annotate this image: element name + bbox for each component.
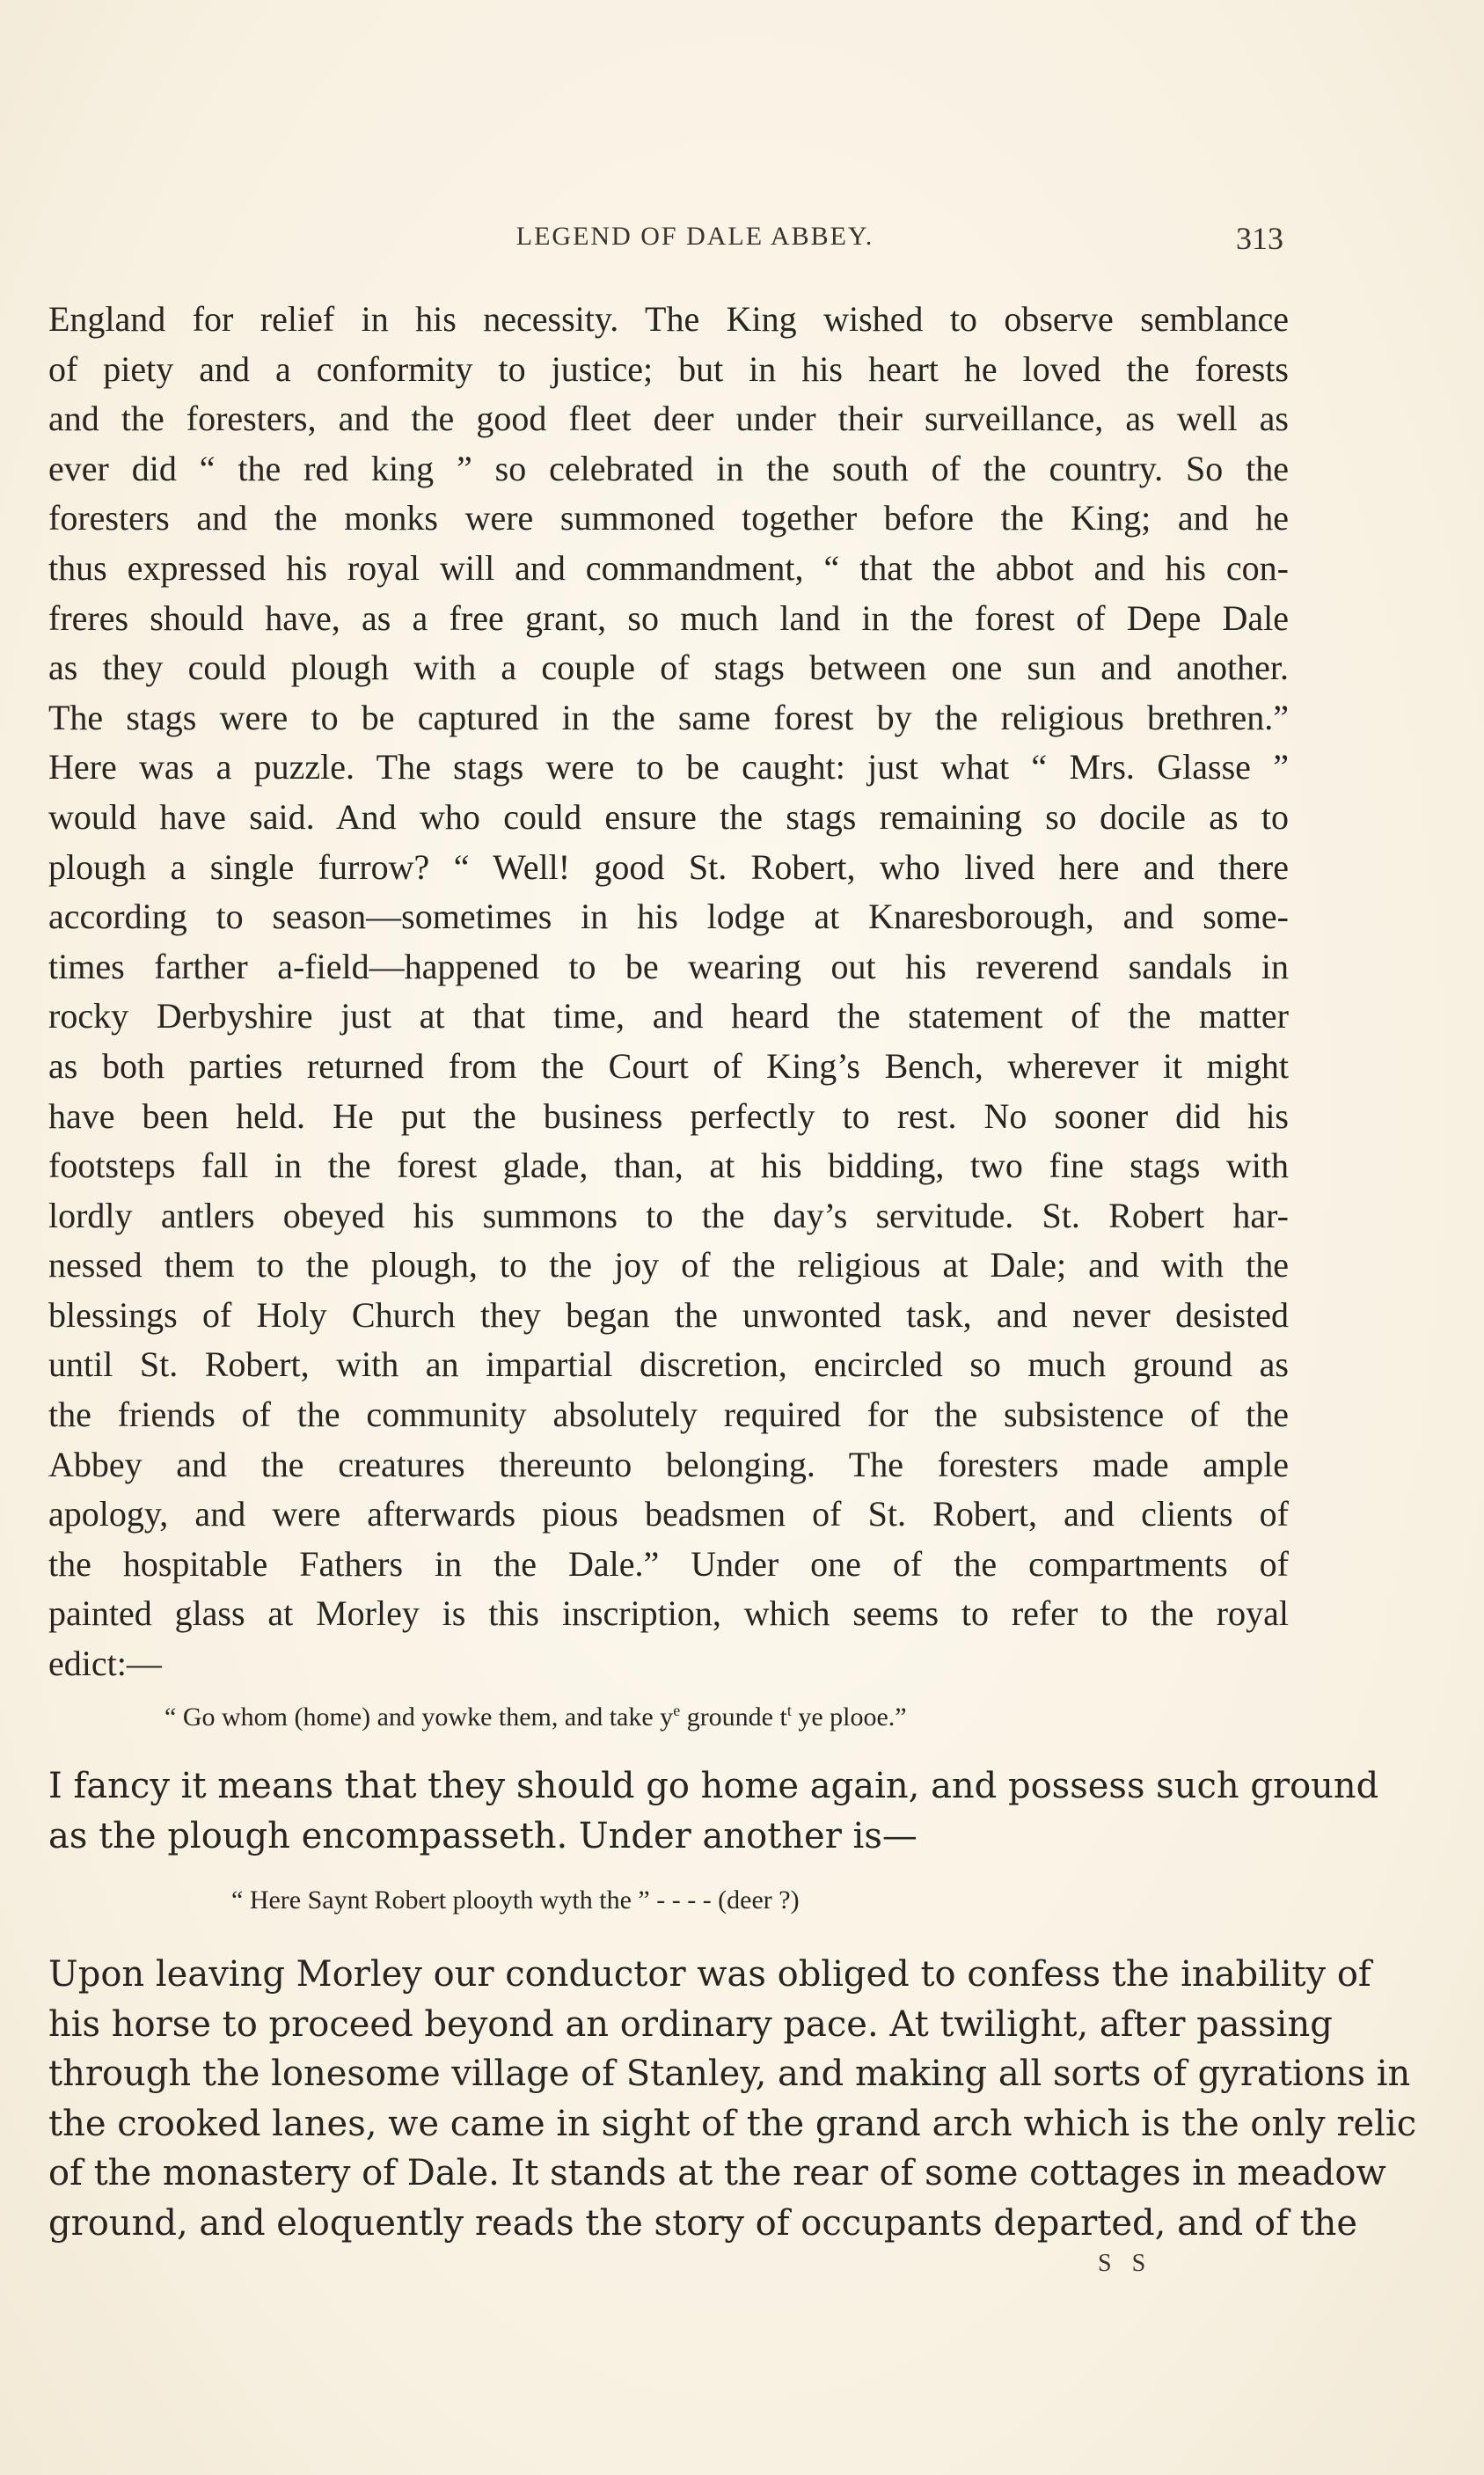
text-line: painted glass at Morley is this inscription, which seems to refer to the royal — [48, 1593, 1289, 1634]
quote-text: grounde t — [680, 1702, 787, 1732]
text-line: plough a single furrow? “ Well! good St. Robert, who lived here and there — [48, 846, 1289, 887]
text-line: through the lonesome village of Stanley, and making all sorts of gyrations in — [48, 2054, 1411, 2095]
text-line: thus expressed his royal will and commandment, “ that the abbot and his con- — [48, 547, 1289, 588]
text-line: would have said. And who could ensure the stags remaining so docile as to — [48, 796, 1289, 837]
signature-mark: S S — [1098, 2250, 1153, 2277]
text-line: I fancy it means that they should go home again, and possess such ground — [48, 1766, 1379, 1806]
text-line: as the plough encompasseth. Under another is— — [48, 1815, 917, 1856]
text-line: rocky Derbyshire just at that time, and heard the statement of the matter — [48, 996, 1289, 1036]
text-line: times farther a-field—happened to be wearing out his reverend sandals in — [48, 946, 1289, 986]
paragraph-3 — [48, 1950, 1417, 2249]
text-line: the hospitable Fathers in the Dale.” Under one of the compartments of — [48, 1543, 1289, 1584]
text-line: England for relief in his necessity. The King wished to observe semblance — [48, 299, 1289, 339]
text-line: as both parties returned from the Court of King’s Bench, wherever it might — [48, 1045, 1289, 1086]
text-line: Upon leaving Morley our conductor was obliged to confess the inability of — [48, 1954, 1371, 1995]
text-line: lordly antlers obeyed his summons to the day’s servitude. St. Robert har- — [48, 1195, 1289, 1235]
text-line: the crooked lanes, we came in sight of the grand arch which is the only relic — [48, 2103, 1417, 2144]
text-line: as they could plough with a couple of stags between one sun and another. — [48, 648, 1289, 688]
text-line: The stags were to be captured in the same forest by the religious brethren.” — [48, 697, 1289, 737]
text-line: until St. Robert, with an impartial discretion, encircled so much ground as — [48, 1344, 1289, 1385]
quote-text: ye plooe.” — [791, 1702, 907, 1732]
text-line: freres should have, as a free grant, so much land in the forest of Depe Dale — [48, 597, 1289, 638]
text-line: his horse to proceed beyond an ordinary pace. At twilight, after passing — [48, 2003, 1333, 2045]
superscript-e: e — [673, 1702, 681, 1719]
inscription-quote-1 — [164, 1702, 907, 1732]
text-line: and the foresters, and the good fleet deer under their surveillance, as well as — [48, 399, 1289, 439]
text-line: ever did “ the red king ” so celebrated in the south of the country. So the — [48, 448, 1289, 488]
paragraph-1 — [48, 295, 1289, 1689]
text-line: apology, and were afterwards pious beadsmen of St. Robert, and clients of — [48, 1494, 1289, 1534]
text-line: the friends of the community absolutely required for the subsistence of the — [48, 1395, 1289, 1435]
text-line: according to season—sometimes in his lodge at Knaresborough, and some- — [48, 897, 1289, 937]
text-line: of piety and a conformity to justice; but in his heart he loved the forests — [48, 348, 1289, 389]
quote-text: “ Go whom (home) and yowke them, and take y — [164, 1702, 674, 1732]
page-number: 313 — [1236, 221, 1283, 256]
paragraph-2 — [48, 1761, 1379, 1861]
text-line: of the monastery of Dale. It stands at the rear of some cottages in meadow — [48, 2153, 1386, 2194]
text-line: ground, and eloquently reads the story of occupants departed, and of the — [48, 2202, 1358, 2244]
text-line: Abbey and the creatures thereunto belonging. The foresters made ample — [48, 1444, 1289, 1484]
text-line: Here was a puzzle. The stags were to be caught: just what “ Mrs. Glasse ” — [48, 747, 1289, 787]
text-line: nessed them to the plough, to the joy of the religious at Dale; and with the — [48, 1245, 1289, 1285]
text-line: foresters and the monks were summoned together before the King; and he — [48, 498, 1289, 538]
inscription-quote-2: “ Here Saynt Robert plooyth wyth the ” - - - - (deer ?) — [231, 1886, 800, 1915]
text-line: footsteps fall in the forest glade, than, at his bidding, two fine stags with — [48, 1146, 1289, 1186]
text-line: edict:— — [48, 1644, 162, 1684]
text-line: blessings of Holy Church they began the unwonted task, and never desisted — [48, 1294, 1289, 1335]
running-head: LEGEND OF DALE ABBEY. — [515, 222, 874, 251]
text-line: have been held. He put the business perfectly to rest. No sooner did his — [48, 1095, 1289, 1136]
superscript-t: t — [786, 1702, 792, 1719]
